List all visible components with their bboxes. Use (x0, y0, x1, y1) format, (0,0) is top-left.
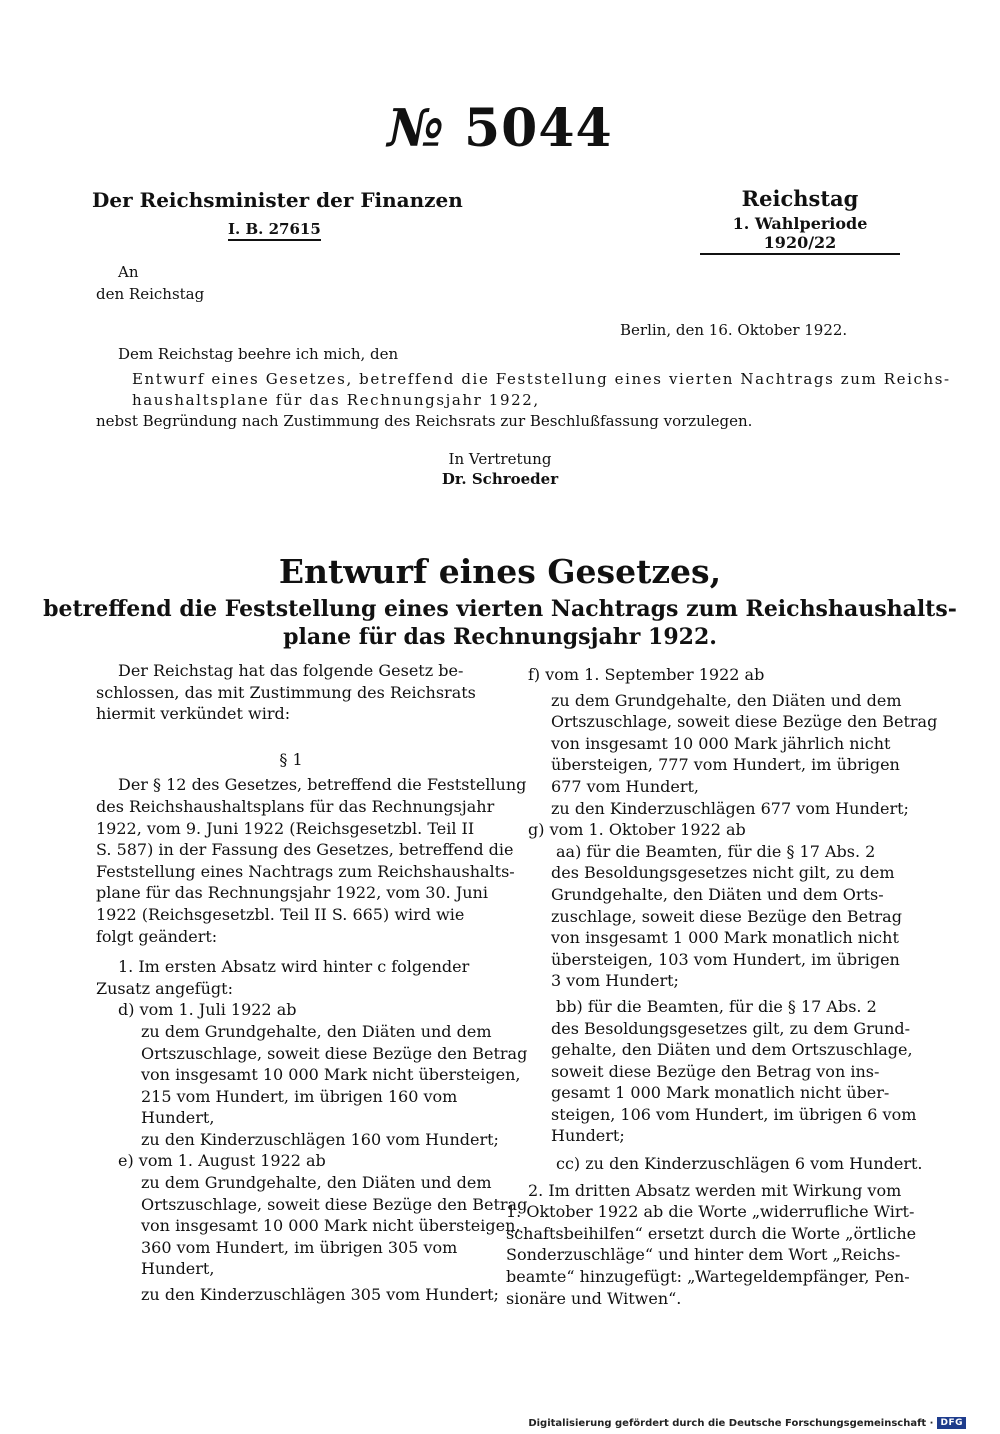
text-line: sionäre und Witwen“. (506, 1288, 682, 1308)
text-line: Hundert, (141, 1108, 215, 1128)
text-line: des Besoldungsgesetzes nicht gilt, zu dem (551, 863, 895, 883)
text-line: 1. Oktober 1922 ab die Worte „widerrufliche Wirt- (506, 1202, 915, 1222)
document-number-value: 5044 (463, 98, 613, 159)
text-line: 1. Im ersten Absatz wird hinter c folgender (118, 957, 470, 977)
address-line-1: An (118, 263, 139, 281)
text-line: zu dem Grundgehalte, den Diäten und dem (141, 1173, 492, 1193)
text-line: Hundert, (141, 1259, 215, 1279)
text-line: zu den Kinderzuschlägen 677 vom Hundert; (551, 798, 909, 818)
text-line: 677 vom Hundert, (551, 776, 699, 796)
text-line: Der Reichstag hat das folgende Gesetz be- (118, 661, 464, 680)
text-line: 2. Im dritten Absatz werden mit Wirkung vom (528, 1180, 902, 1200)
text-line: steigen, 106 vom Hundert, im übrigen 6 vom (551, 1104, 917, 1124)
text-line: 360 vom Hundert, im übrigen 305 vom (141, 1237, 458, 1257)
bill-subtitle-line-1: betreffend die Feststellung eines vierten Nachtrags zum Reichshaushalts- (43, 596, 957, 622)
sub-item-aa: aa) für die Beamten, für die § 17 Abs. 2 (556, 841, 876, 861)
text-line: Feststellung eines Nachtrags zum Reichshaushalts- (96, 861, 515, 881)
text-line: 1922, vom 9. Juni 1922 (Reichsgesetzbl. Teil II (96, 818, 475, 838)
text-line: beamte“ hinzugefügt: „Wartegeldempfänger, Pen- (506, 1267, 910, 1287)
text-line: Der § 12 des Gesetzes, betreffend die Feststellung (118, 775, 527, 795)
section-heading: § 1 (279, 749, 303, 769)
text-line: schlossen, das mit Zustimmung des Reichsrats (96, 682, 476, 702)
text-line: Ortszuschlage, soweit diese Bezüge den Betrag (551, 712, 938, 732)
text-line: 3 vom Hundert; (551, 971, 679, 991)
text-line: Grundgehalte, den Diäten und dem Orts- (551, 884, 884, 904)
left-column (96, 660, 528, 1306)
legislative-period: 1. Wahlperiode 1920/22 (700, 214, 900, 255)
bill-title: Entwurf eines Gesetzes, (278, 552, 722, 591)
text-line: übersteigen, 103 vom Hundert, im übrigen (551, 949, 900, 969)
text-line: S. 587) in der Fassung des Gesetzes, betreffend die (96, 840, 514, 860)
digitization-footer (528, 1417, 966, 1429)
text-line: des Besoldungsgesetzes gilt, zu dem Grund- (551, 1018, 911, 1038)
text-line: von insgesamt 1 000 Mark monatlich nicht (551, 928, 899, 948)
document-number (0, 98, 1000, 159)
text-line: des Reichshaushaltsplans für das Rechnungsjahr (96, 796, 495, 816)
text-line: gehalte, den Diäten und dem Ortszuschlage, (551, 1040, 913, 1060)
letter-line: nebst Begründung nach Zustimmung des Reichsrats zur Beschlußfassung vorzulegen. (96, 412, 753, 430)
text-line: zuschlage, soweit diese Bezüge den Betrag (551, 906, 902, 926)
text-line: Ortszuschlage, soweit diese Bezüge den Betrag (141, 1043, 528, 1063)
text-line: von insgesamt 10 000 Mark jährlich nicht (551, 733, 891, 753)
text-line: folgt geändert: (96, 926, 218, 946)
text-line: Ortszuschlage, soweit diese Bezüge den Betrag (141, 1194, 528, 1214)
text-line: 215 vom Hundert, im übrigen 160 vom (141, 1086, 458, 1106)
text-line: zu dem Grundgehalte, den Diäten und dem (551, 690, 902, 710)
text-line: Sonderzuschläge“ und hinter dem Wort „Reichs- (506, 1245, 901, 1265)
list-item-d: d) vom 1. Juli 1922 ab (118, 1000, 297, 1020)
number-sign: № (387, 98, 445, 159)
sub-item-bb: bb) für die Beamten, für die § 17 Abs. 2 (556, 996, 877, 1016)
text-line: von insgesamt 10 000 Mark nicht übersteigen, (141, 1216, 521, 1236)
letter-line: Entwurf eines Gesetzes, betreffend die Feststellung eines vierten Nachtrags zum Reichs- (132, 370, 951, 388)
text-line: von insgesamt 10 000 Mark nicht übersteigen, (141, 1065, 521, 1085)
list-item-f: f) vom 1. September 1922 ab (528, 665, 765, 684)
text-line: soweit diese Bezüge den Betrag von ins- (551, 1061, 880, 1081)
list-item-g: g) vom 1. Oktober 1922 ab (528, 820, 746, 840)
text-line: hiermit verkündet wird: (96, 704, 291, 724)
sender-reference: I. B. 27615 (228, 220, 321, 241)
letter-date: Berlin, den 16. Oktober 1922. (620, 321, 848, 339)
right-column (506, 664, 938, 1309)
text-line: zu dem Grundgehalte, den Diäten und dem (141, 1021, 492, 1041)
footer-text: Digitalisierung gefördert durch die Deutsche Forschungsgemeinschaft · (528, 1417, 934, 1429)
address-line-2: den Reichstag (96, 285, 205, 303)
text-line: Hundert; (551, 1126, 625, 1146)
text-line: schaftsbeihilfen“ ersetzt durch die Worte „örtliche (506, 1223, 917, 1243)
bill-subtitle-line-2: plane für das Rechnungsjahr 1922. (283, 624, 717, 650)
text-line: zu den Kinderzuschlägen 305 vom Hundert; (141, 1285, 499, 1305)
dfg-logo-icon: DFG (937, 1417, 966, 1429)
text-line: übersteigen, 777 vom Hundert, im übrigen (551, 755, 900, 775)
letter-line: haushaltsplane für das Rechnungsjahr 1922, (132, 391, 540, 409)
text-line: Zusatz angefügt: (96, 978, 233, 998)
signature-line-1: In Vertretung (448, 450, 552, 468)
letter-line: Dem Reichstag beehre ich mich, den (118, 345, 399, 363)
text-line: gesamt 1 000 Mark monatlich nicht über- (551, 1083, 890, 1103)
list-item-e: e) vom 1. August 1922 ab (118, 1151, 326, 1171)
text-line: zu den Kinderzuschlägen 160 vom Hundert; (141, 1129, 499, 1149)
text-line: 1922 (Reichsgesetzbl. Teil II S. 665) wird wie (96, 904, 465, 924)
recipient-body: Reichstag (741, 186, 859, 211)
sub-item-cc: cc) zu den Kinderzuschlägen 6 vom Hundert. (556, 1154, 923, 1174)
text-line: plane für das Rechnungsjahr 1922, vom 30. Juni (96, 883, 488, 903)
signature-name: Dr. Schroeder (441, 470, 559, 488)
sender-ministry: Der Reichsminister der Finanzen (92, 188, 463, 212)
